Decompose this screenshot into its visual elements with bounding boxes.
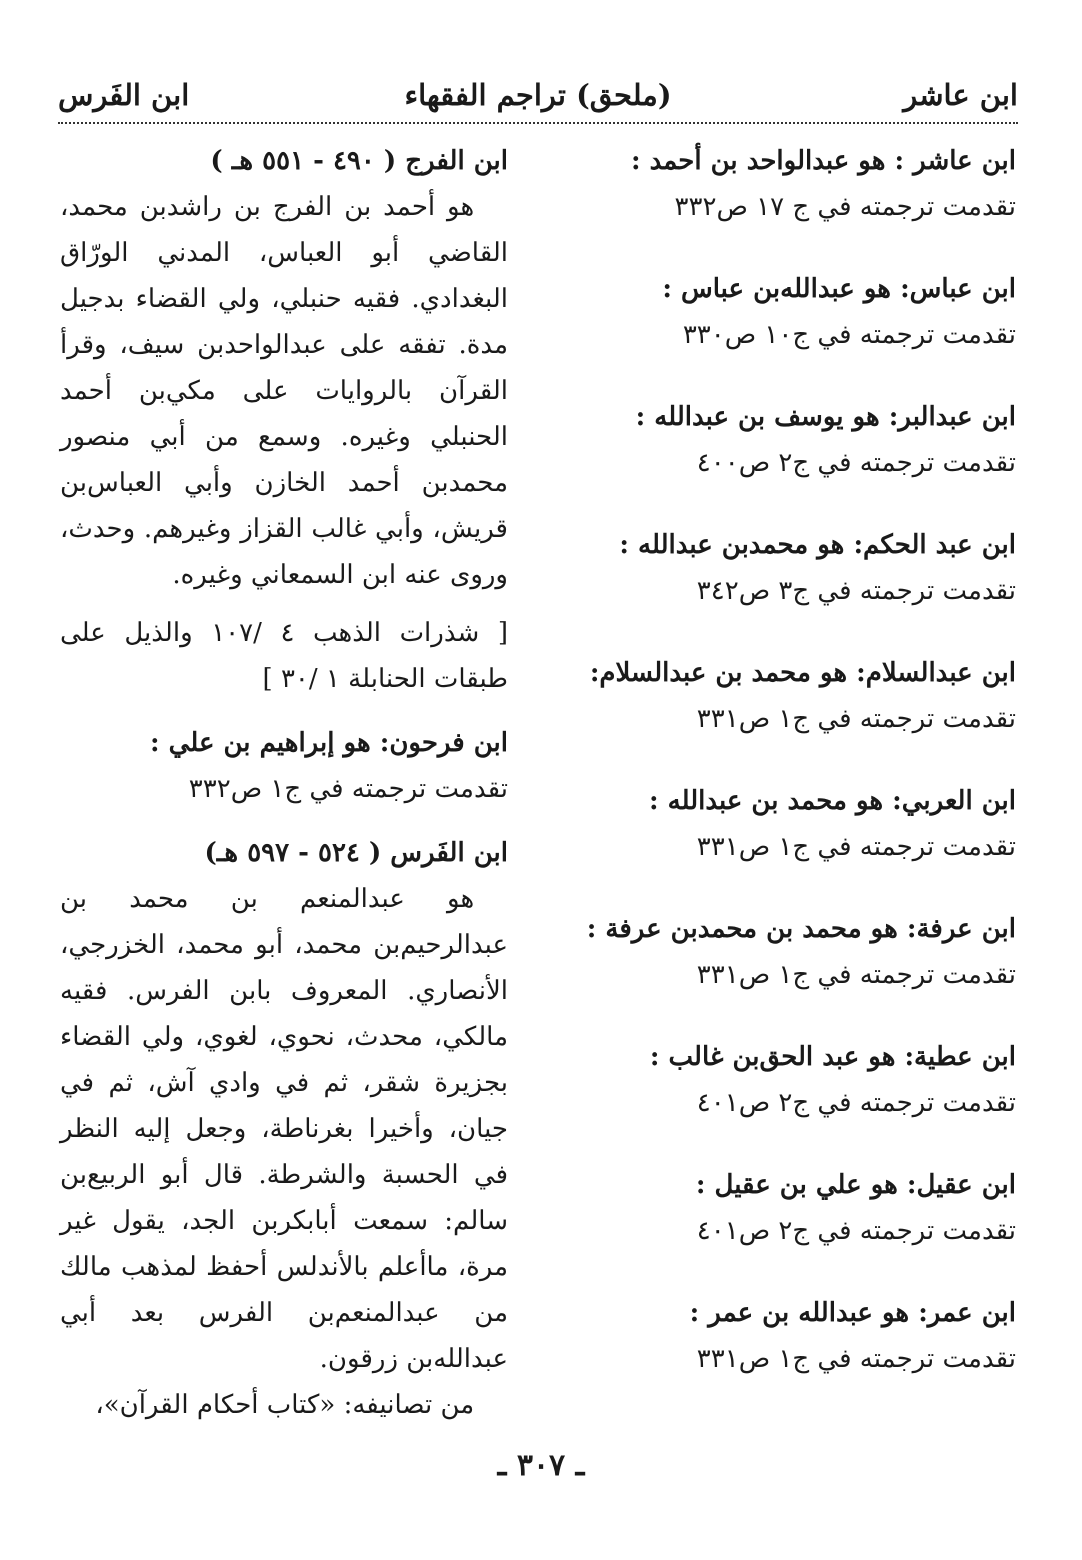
entry-reference: تقدمت ترجمته في ج١ ص٣٣١ <box>696 832 1016 862</box>
entry-reference: تقدمت ترجمته في ج١ ص٣٣٢ <box>188 774 508 804</box>
biography-sources: [ شذرات الذهب ٤ /١٠٧ والذيل على طبقات الحنابلة ١ /٣٠ ] <box>60 618 508 694</box>
running-header <box>58 72 1018 122</box>
biography-body: هو أحمد بن الفرج بن راشدبن محمد، القاضي أبو العباس، المدني الورّاق البغدادي. فقيه حنبلي، ولي القضاء بدجيل مدة. تفقه على عبدالواحدبن سيف، وقرأ القرآن بالروايات على مكي‌بن أحمد الحنبلي وغيره. وسمع من أبي منصور محمدبن أحمد الخازن وأبي العباس‌بن قريش، وأبي غالب القزاز وغيرهم. وحدث، وروى عنه ابن السمعاني وغيره. <box>60 192 508 590</box>
header-section-title: (ملحق) تراجم الفقهاء <box>404 78 672 112</box>
cross-reference-entry <box>596 778 1016 870</box>
page-number: ـ ٣٠٧ ـ <box>497 1448 585 1483</box>
cross-reference-entry <box>596 1034 1016 1126</box>
right-column <box>586 138 1016 1418</box>
cross-reference-entry <box>596 394 1016 486</box>
biography-ibn-alfaras <box>60 830 508 1428</box>
cross-reference-entry <box>596 266 1016 358</box>
entry-reference: تقدمت ترجمته في ج١ ص٣٣١ <box>696 960 1016 990</box>
cross-reference-entry <box>596 522 1016 614</box>
cross-reference-ibn-farhun <box>60 720 508 812</box>
entry-reference: تقدمت ترجمته في ج١ ص٣٣١ <box>696 1344 1016 1374</box>
biography-heading: ابن الفرج ( ٤٩٠ - ٥٥١ هـ ) <box>210 146 508 176</box>
entry-title: ابن عاشر : هو عبدالواحد بن أحمد : <box>630 146 1016 176</box>
entry-reference: تقدمت ترجمته في ج١٠ ص٣٣٠ <box>682 320 1016 350</box>
entry-title: ابن عبدالبر: هو يوسف بن عبدالله : <box>635 402 1016 432</box>
header-dotted-rule <box>58 122 1018 124</box>
cross-reference-entry <box>586 906 1016 998</box>
biography-ibn-alfaraj <box>60 138 508 702</box>
entry-title: ابن عمر: هو عبدالله بن عمر : <box>689 1298 1016 1328</box>
left-column <box>60 138 508 1428</box>
cross-reference-entry <box>596 1162 1016 1254</box>
entry-title: ابن عطية: هو عبد الحق‌بن غالب : <box>649 1042 1016 1072</box>
cross-reference-entry <box>589 650 1016 742</box>
entry-reference: تقدمت ترجمته في ج٣ ص٣٤٢ <box>696 576 1016 606</box>
entry-title: ابن فرحون: هو إبراهيم بن علي : <box>150 728 508 758</box>
cross-reference-entry <box>596 1290 1016 1382</box>
entry-reference: تقدمت ترجمته في ج٢ ص٤٠٠ <box>696 448 1016 478</box>
entry-title: ابن العربي: هو محمد بن عبدالله : <box>649 786 1016 816</box>
entry-title: ابن عرفة: هو محمد بن محمدبن عرفة : <box>586 914 1016 944</box>
entry-title: ابن عبد الحكم: هو محمدبن عبدالله : <box>619 530 1016 560</box>
entry-reference: تقدمت ترجمته في ج ١٧ ص٣٣٢ <box>674 192 1016 222</box>
biography-works: من تصانيفه: «كتاب أحكام القرآن»، <box>95 1390 475 1420</box>
header-left-entry: ابن الفَرس <box>58 78 190 112</box>
entry-reference: تقدمت ترجمته في ج٢ ص٤٠١ <box>696 1088 1016 1118</box>
entry-title: ابن عقيل: هو علي بن عقيل : <box>695 1170 1016 1200</box>
biography-body: هو عبدالمنعم بن محمد بن عبدالرحيم‌بن محمد، أبو محمد، الخزرجي، الأنصاري. المعروف بابن الفرس. فقيه مالكي، محدث، نحوي، لغوي، ولي القضاء بجزيرة شقر، ثم في وادي آش، ثم في جيان، وأخيرا بغرناطة، وجعل إليه النظر في الحسبة والشرطة. قال أبو الربيع‌بن سالم: سمعت أبابكربن الجد، يقول غير مرة، ماأعلم بالأندلس أحفظ لمذهب مالك من عبدالمنعم‌بن الفرس بعد أبي عبدالله‌بن زرقون. <box>60 884 508 1374</box>
cross-reference-entry <box>596 138 1016 230</box>
header-right-entry: ابن عاشر <box>903 78 1018 112</box>
biography-heading: ابن الفَرس ( ٥٢٤ - ٥٩٧ هـ) <box>204 838 508 868</box>
entry-reference: تقدمت ترجمته في ج١ ص٣٣١ <box>696 704 1016 734</box>
entry-title: ابن عبدالسلام: هو محمد بن عبدالسلام: <box>589 658 1016 688</box>
entry-title: ابن عباس: هو عبدالله‌بن عباس : <box>662 274 1016 304</box>
entry-reference: تقدمت ترجمته في ج٢ ص٤٠١ <box>696 1216 1016 1246</box>
